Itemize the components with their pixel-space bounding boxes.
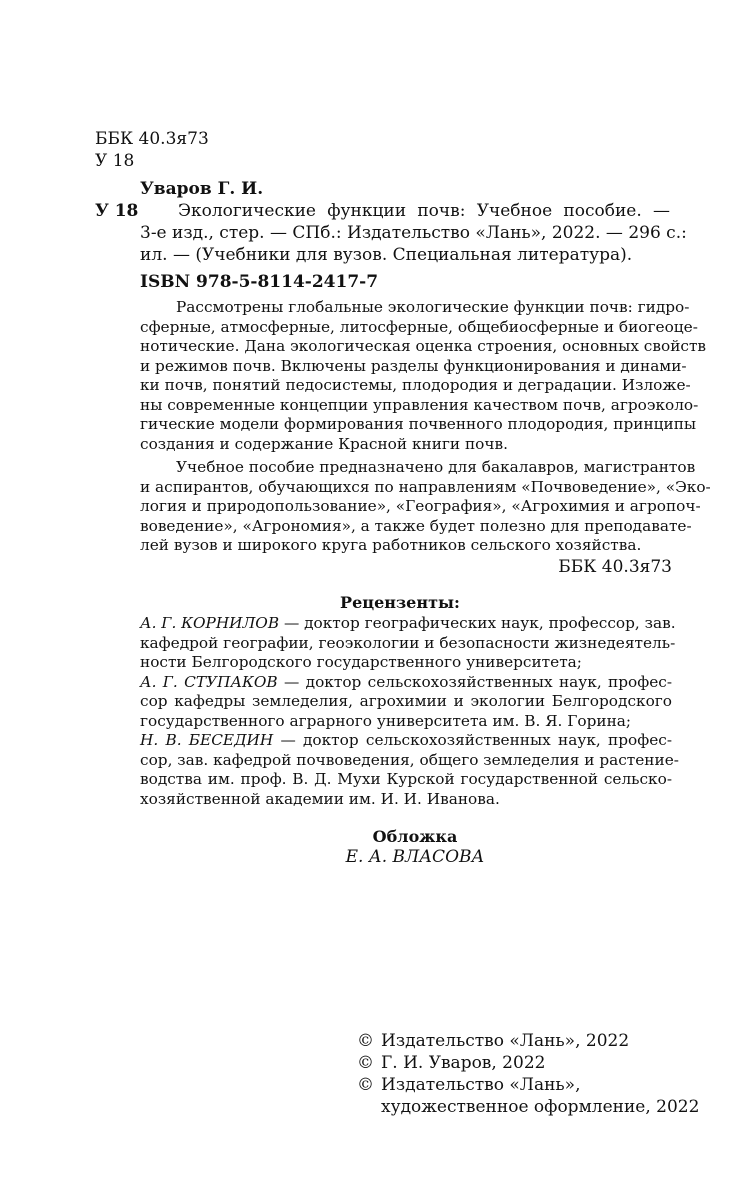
record-line: ил. — (Учебники для вузов. Специальная литература). [140, 245, 633, 265]
abstract-line: воведение», «Агрономия», а также будет полезно для преподавате- [140, 516, 692, 535]
abstract-line: гические модели формирования почвенного плодородия, принципы [140, 415, 697, 433]
abstract-line: создания и содержание Красной книги почв. [140, 434, 508, 453]
abstract-line: логия и природопользование», «География», «Агрохимия и агропоч- [140, 497, 701, 515]
reviewer-entry: Н. В. БЕСЕДИН — доктор сельскохозяйственных наук, профес- [140, 731, 672, 749]
reviewer-line: государственного аграрного университета им. В. Я. Горина; [140, 711, 632, 730]
record-line: Экологические функции почв: Учебное пособие. — [178, 201, 670, 221]
reviewer-name: Н. В. БЕСЕДИН [140, 731, 274, 749]
reviewers-title: Рецензенты: [340, 593, 460, 612]
abstract-line: нотические. Дана экологическая оценка строения, основных свойств [140, 337, 707, 355]
reviewer-line: водства им. проф. В. Д. Мухи Курской государственной сельско- [140, 770, 672, 788]
record-mark: У 18 [95, 201, 139, 221]
copyright-item: Издательство «Лань», 2022 [381, 1031, 630, 1051]
reviewer-line: хозяйственной академии им. И. И. Иванова. [140, 789, 500, 808]
copyright-item: художественное оформление, 2022 [381, 1097, 700, 1117]
abstract-line: ны современные концепции управления качеством почв, агроэколо- [140, 395, 699, 414]
reviewer-entry: А. Г. КОРНИЛОВ — доктор географических наук, профессор, зав. [140, 614, 676, 632]
abstract-line: Учебное пособие предназначено для бакалавров, магистрантов [176, 458, 696, 476]
copyright-symbol: © [357, 1053, 374, 1073]
reviewer-name: А. Г. КОРНИЛОВ [140, 614, 280, 632]
isbn: ISBN 978-5-8114-2417-7 [140, 272, 379, 292]
copyright-symbol: © [357, 1075, 374, 1095]
reviewer-line: кафедрой географии, геоэкологии и безопасности жизнедеятель- [140, 633, 676, 652]
author-name: Уваров Г. И. [140, 179, 264, 199]
abstract-line: лей вузов и широкого круга работников сельского хозяйства. [140, 536, 642, 554]
reviewer-line: ности Белгородского государственного университета; [140, 653, 582, 671]
copyright-item: Г. И. Уваров, 2022 [381, 1053, 546, 1073]
bbk-code: ББК 40.3я73 [95, 129, 209, 149]
abstract-line: и режимов почв. Включены разделы функционирования и динами- [140, 356, 687, 375]
cover-title: Обложка [372, 827, 458, 846]
reviewer-line: сор, зав. кафедрой почвоведения, общего земледелия и растение- [140, 750, 679, 769]
cover-designer: Е. А. ВЛАСОВА [345, 847, 485, 867]
abstract-line: сферные, атмосферные, литосферные, общебиосферные и биогеоце- [140, 317, 698, 336]
abstract-line: ки почв, понятий педосистемы, плодородия и деградации. Изложе- [140, 376, 691, 394]
copyright-symbol: © [357, 1031, 374, 1051]
record-line: 3-е изд., стер. — СПб.: Издательство «Лань», 2022. — 296 с.: [140, 223, 687, 243]
abstract-line: Рассмотрены глобальные экологические функции почв: гидро- [176, 298, 690, 316]
author-mark: У 18 [95, 151, 135, 171]
reviewer-entry: А. Г. СТУПАКОВ — доктор сельскохозяйственных наук, профес- [140, 672, 672, 691]
copyright-item: Издательство «Лань», [381, 1075, 581, 1095]
abstract-line: и аспирантов, обучающихся по направлениям «Почвоведение», «Эко- [140, 477, 711, 496]
reviewer-line: сор кафедры земледелия, агрохимии и экологии Белгородского [140, 692, 672, 710]
reviewer-name: А. Г. СТУПАКОВ [140, 672, 278, 691]
bbk-code-right: ББК 40.3я73 [558, 557, 672, 577]
